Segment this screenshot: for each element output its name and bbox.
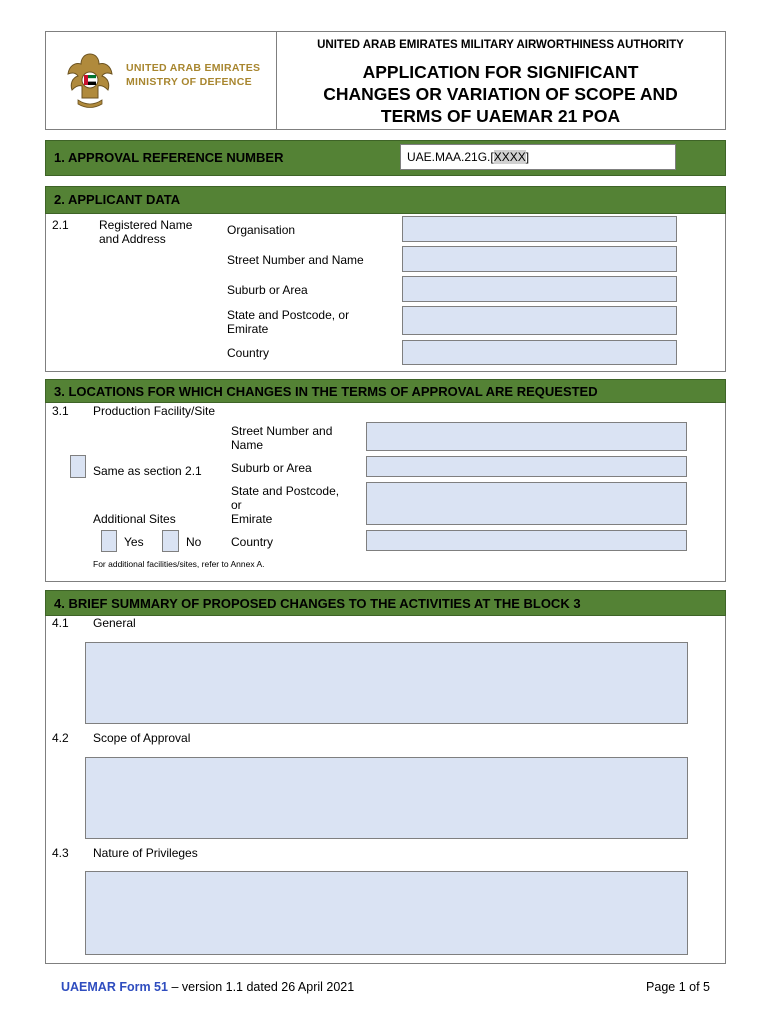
form-title-line3: TERMS OF UAEMAR 21 POA — [380, 106, 621, 126]
site-suburb-label: Suburb or Area — [231, 461, 312, 475]
scope-label: Scope of Approval — [93, 731, 191, 745]
yes-label: Yes — [124, 535, 144, 549]
country-label: Country — [227, 346, 270, 360]
site-street-label-1: Street Number and — [231, 424, 333, 438]
yes-checkbox[interactable] — [101, 530, 117, 552]
production-facility-label: Production Facility/Site — [93, 404, 216, 418]
section3-number: 3.1 — [52, 404, 69, 418]
no-label: No — [186, 535, 202, 549]
section2-title: 2. APPLICANT DATA — [54, 192, 181, 207]
section1-title: 1. APPROVAL REFERENCE NUMBER — [54, 150, 284, 165]
site-state-field[interactable] — [366, 482, 687, 525]
site-suburb-field[interactable] — [366, 456, 687, 477]
privileges-textarea[interactable] — [85, 871, 688, 955]
additional-sites-label: Additional Sites — [93, 512, 176, 526]
organisation-label: Organisation — [227, 223, 296, 237]
ministry-name-line2: MINISTRY OF DEFENCE — [126, 76, 252, 88]
registered-name-label-1: Registered Name — [99, 218, 193, 232]
section2-number: 2.1 — [52, 218, 69, 232]
site-state-label-1: State and Postcode, — [231, 484, 340, 498]
approval-ref-prefix: UAE.MAA.21G.[ — [407, 150, 494, 164]
site-street-label-2: Name — [231, 438, 264, 452]
state-postcode-label: State and Postcode, or — [227, 308, 350, 322]
site-emirate-label: Emirate — [231, 512, 273, 526]
privileges-label: Nature of Privileges — [93, 846, 198, 860]
registered-name-label-2: and Address — [99, 232, 166, 246]
scope-textarea[interactable] — [85, 757, 688, 839]
section3-title: 3. LOCATIONS FOR WHICH CHANGES IN THE TERMS OF APPROVAL ARE REQUESTED — [54, 384, 598, 399]
form-title-line1: APPLICATION FOR SIGNIFICANT — [362, 62, 639, 82]
ministry-name-line1: UNITED ARAB EMIRATES — [126, 62, 261, 74]
general-label: General — [93, 616, 136, 630]
no-checkbox[interactable] — [162, 530, 179, 552]
annex-note: For additional facilities/sites, refer to Annex A. — [93, 559, 265, 569]
site-state-label-2: or — [231, 498, 242, 512]
footer-form-info — [61, 980, 354, 994]
scope-number: 4.2 — [52, 731, 69, 745]
street-field[interactable] — [402, 246, 677, 272]
country-field[interactable] — [402, 340, 677, 365]
suburb-field[interactable] — [402, 276, 677, 302]
street-label: Street Number and Name — [227, 253, 364, 267]
same-as-section-checkbox[interactable] — [70, 455, 86, 478]
footer-form-name: UAEMAR Form 51 — [61, 980, 168, 994]
state-postcode-field[interactable] — [402, 306, 677, 335]
approval-ref-field[interactable] — [400, 144, 676, 170]
emirate-label: Emirate — [227, 322, 269, 336]
general-textarea[interactable] — [85, 642, 688, 724]
general-number: 4.1 — [52, 616, 69, 630]
site-country-field[interactable] — [366, 530, 687, 551]
section4-title: 4. BRIEF SUMMARY OF PROPOSED CHANGES TO THE ACTIVITIES AT THE BLOCK 3 — [54, 596, 581, 611]
organisation-field[interactable] — [402, 216, 677, 242]
same-as-section-label: Same as section 2.1 — [93, 464, 202, 478]
privileges-number: 4.3 — [52, 846, 69, 860]
suburb-label: Suburb or Area — [227, 283, 308, 297]
approval-ref-suffix: ] — [525, 150, 530, 164]
authority-name: UNITED ARAB EMIRATES MILITARY AIRWORTHINESS AUTHORITY — [317, 39, 684, 51]
form-title-line2: CHANGES OR VARIATION OF SCOPE AND — [323, 84, 678, 104]
approval-ref-placeholder: XXXX — [493, 150, 526, 164]
footer-page-number: Page 1 of 5 — [646, 980, 710, 994]
footer-version: – version 1.1 dated 26 April 2021 — [167, 980, 355, 994]
site-street-field[interactable] — [366, 422, 687, 451]
site-country-label: Country — [231, 535, 274, 549]
uae-emblem-logo — [64, 48, 116, 112]
